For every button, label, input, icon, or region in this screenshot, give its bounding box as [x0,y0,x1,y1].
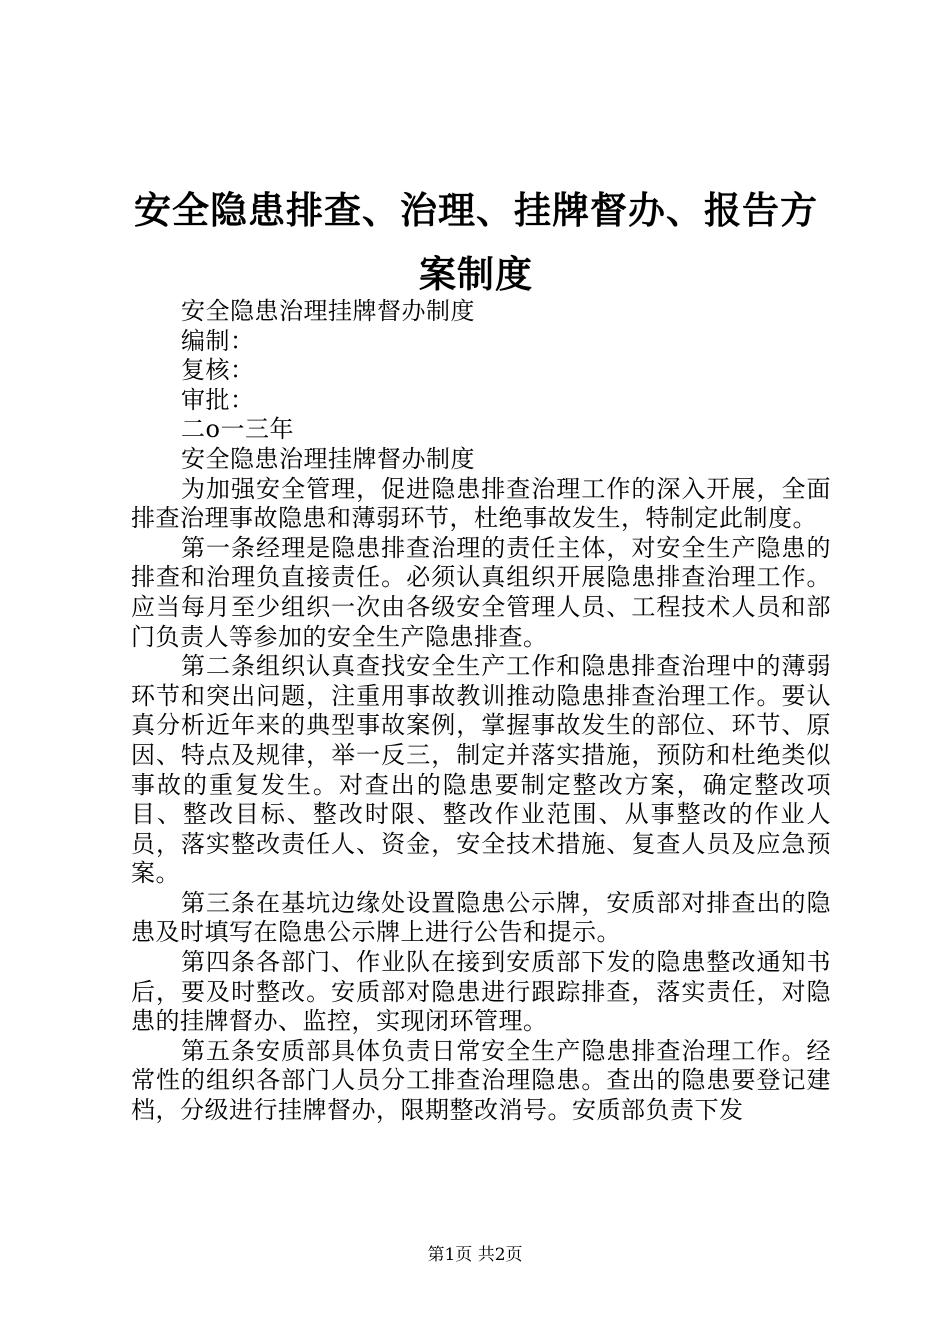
document-body [131,297,831,1126]
header-line-year: 二o一三年 [181,415,294,444]
header-line-reviewed-by: 复核： [181,356,255,385]
header-line-section-title: 安全隐患治理挂牌督办制度 [181,444,475,473]
paragraph-article-5: 第五条安质部具体负责日常安全生产隐患排查治理工作。经常性的组织各部门人员分工排查治理隐患。查出的隐患要登记建档，分级进行挂牌督办，限期整改消号。安质部负责下发 [131,1036,831,1125]
paragraph-article-1: 第一条经理是隐患排查治理的责任主体，对安全生产隐患的排查和治理负直接责任。必须认真组织开展隐患排查治理工作。应当每月至少组织一次由各级安全管理人员、工程技术人员和部门负责人等参加的安全生产隐患排查。 [131,533,831,651]
page-footer: 第1页 共2页 [427,1245,523,1265]
paragraph-intro: 为加强安全管理，促进隐患排查治理工作的深入开展，全面排查治理事故隐患和薄弱环节，杜绝事故发生，特制定此制度。 [131,474,831,533]
header-line-approved-by: 审批： [181,385,255,414]
paragraph-article-4: 第四条各部门、作业队在接到安质部下发的隐患整改通知书后，要及时整改。安质部对隐患进行跟踪排查，落实责任，对隐患的挂牌督办、监控，实现闭环管理。 [131,948,831,1036]
header-line-compiled-by: 编制： [181,326,255,355]
paragraph-article-2: 第二条组织认真查找安全生产工作和隐患排查治理中的薄弱环节和突出问题，注重用事故教训推动隐患排查治理工作。要认真分析近年来的典型事故案例，掌握事故发生的部位、环节、原因、特点及规律，举一反三，制定并落实措施，预防和杜绝类似事故的重复发生。对查出的隐患要制定整改方案，确定整改项目、整改目标、整改时限、整改作业范围、从事整改的作业人员，落实整改责任人、资金，安全技术措施、复查人员及应急预案。 [131,652,831,888]
document-title: 安全隐患排查、治理、挂牌督办、报告方案制度 [134,188,818,296]
paragraph-article-3: 第三条在基坑边缘处设置隐患公示牌，安质部对排查出的隐患及时填写在隐患公示牌上进行公告和提示。 [131,888,831,947]
header-line-subtitle: 安全隐患治理挂牌督办制度 [181,297,475,325]
